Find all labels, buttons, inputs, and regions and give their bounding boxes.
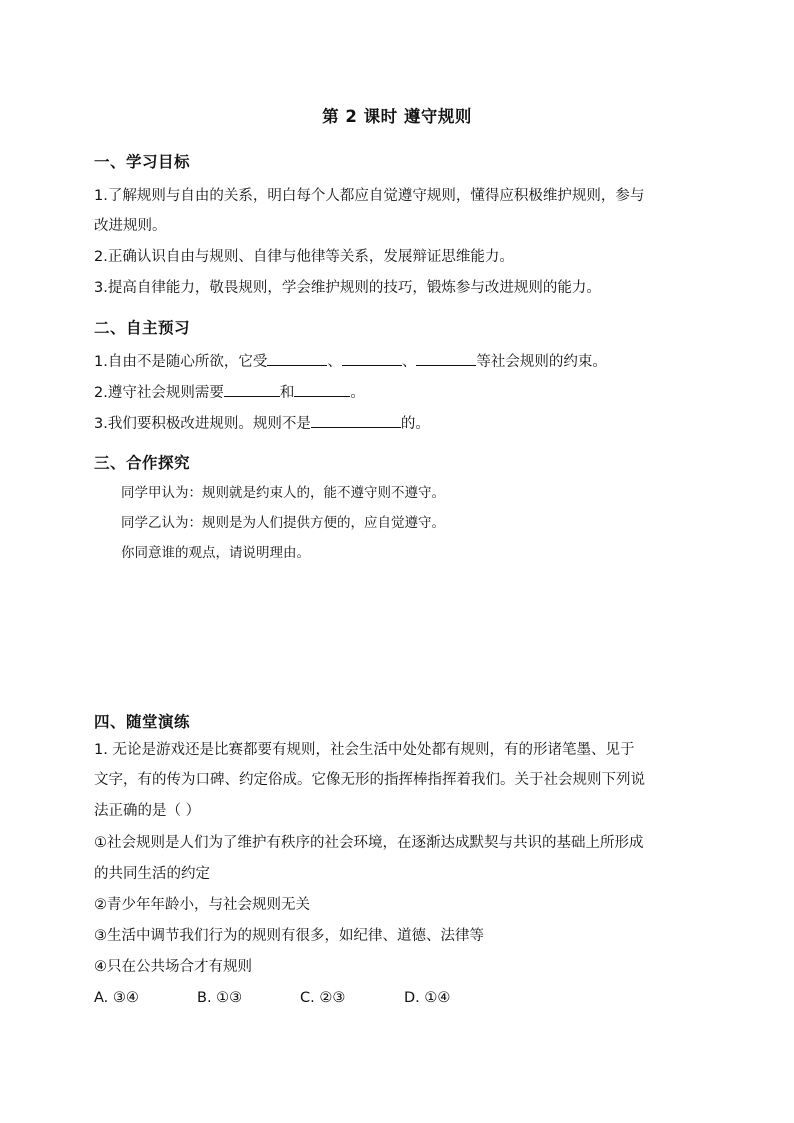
practice-question-line-3: 法正确的是（ ） <box>94 803 201 819</box>
section-heading-self-preview: 二、自主预习 <box>94 319 191 337</box>
preview-q1-sep: 、 <box>401 354 417 370</box>
statement-1-cont: 的共同生活的约定 <box>94 866 210 882</box>
fill-blank[interactable] <box>267 351 327 366</box>
goal-line-2: 2.正确认识自由与规则、自律与他律等关系，发展辩证思维能力。 <box>94 249 514 265</box>
preview-q2-prefix: 2.遵守社会规则需要 <box>94 385 224 401</box>
practice-question-line-2: 文字，有的传为口碑、约定俗成。它像无形的指挥棒指挥着我们。关于社会规则下列说 <box>94 772 645 788</box>
fill-blank[interactable] <box>224 382 280 397</box>
fill-blank[interactable] <box>311 413 401 428</box>
preview-question-1 <box>94 351 607 372</box>
inquiry-line-student-b: 同学乙认为：规则是为人们提供方便的，应自觉遵守。 <box>121 515 445 531</box>
section-heading-learning-goals: 一、学习目标 <box>94 153 191 171</box>
goal-line-1: 1.了解规则与自由的关系，明白每个人都应自觉遵守规则，懂得应积极维护规则，参与 <box>94 188 645 204</box>
page-title: 第 2 课时 遵守规则 <box>322 107 472 126</box>
preview-question-2 <box>94 382 365 403</box>
fill-blank[interactable] <box>342 351 402 366</box>
statement-4: ④只在公共场合才有规则 <box>94 959 252 975</box>
preview-q1-sep: 、 <box>327 354 342 370</box>
preview-q1-prefix: 1.自由不是随心所欲，它受 <box>94 354 268 370</box>
statement-1: ①社会规则是人们为了维护有秩序的社会环境，在逐渐达成默契与共识的基础上所形成 <box>94 835 644 851</box>
option-c[interactable]: C. ②③ <box>300 990 346 1006</box>
preview-q2-mid: 和 <box>279 385 295 401</box>
goal-line-3: 3.提高自律能力，敬畏规则，学会维护规则的技巧，锻炼参与改进规则的能力。 <box>94 280 601 296</box>
statement-3: ③生活中调节我们行为的规则有很多，如纪律、道德、法律等 <box>94 928 484 944</box>
preview-q2-suffix: 。 <box>350 385 365 401</box>
fill-blank[interactable] <box>294 382 350 397</box>
practice-question-line-1: 1. 无论是游戏还是比赛都要有规则，社会生活中处处都有规则，有的形诸笔墨、见于 <box>94 742 635 758</box>
fill-blank[interactable] <box>416 351 476 366</box>
preview-question-3 <box>94 413 430 434</box>
section-heading-practice: 四、随堂演练 <box>94 713 191 731</box>
section-heading-cooperative-inquiry: 三、合作探究 <box>94 454 191 472</box>
inquiry-line-question: 你同意谁的观点，请说明理由。 <box>121 545 310 561</box>
preview-q3-prefix: 3.我们要积极改进规则。规则不是 <box>94 416 311 432</box>
option-a[interactable]: A. ③④ <box>94 990 139 1006</box>
statement-2: ②青少年年龄小，与社会规则无关 <box>94 897 310 913</box>
inquiry-line-student-a: 同学甲认为：规则就是约束人的，能不遵守则不遵守。 <box>121 485 445 501</box>
option-d[interactable]: D. ①④ <box>404 990 451 1006</box>
option-b[interactable]: B. ①③ <box>197 990 243 1006</box>
preview-q1-suffix: 等社会规则的约束。 <box>476 354 607 370</box>
preview-q3-suffix: 的。 <box>400 416 430 432</box>
answer-options <box>94 988 450 1008</box>
goal-line-1-cont: 改进规则。 <box>94 218 167 234</box>
